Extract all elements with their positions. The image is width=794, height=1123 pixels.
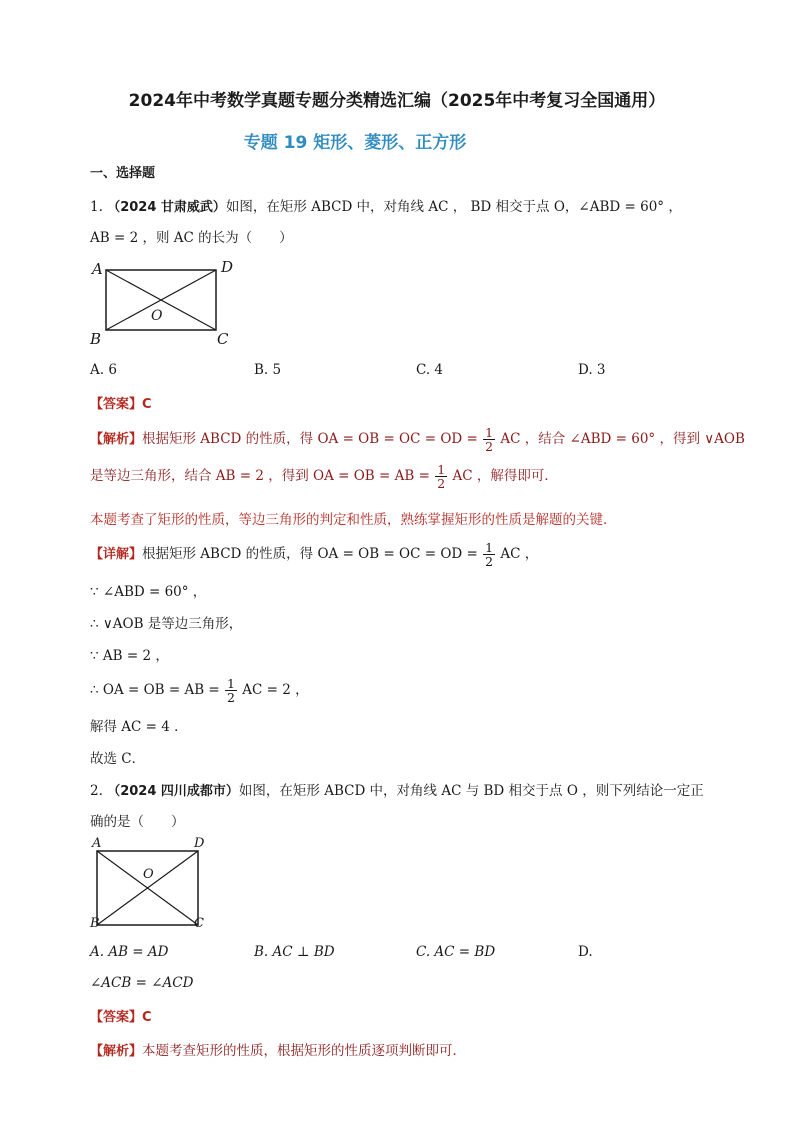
q1-analysis-line1 bbox=[90, 426, 745, 453]
q1-detail-text-b: AC ， bbox=[500, 546, 539, 562]
q2-label-c: C bbox=[194, 916, 204, 931]
q2-answer-label: 【答案】 bbox=[90, 1010, 143, 1025]
q2-option-b[interactable]: B. AC ⊥ BD bbox=[254, 944, 335, 960]
q1-detail-fraction bbox=[483, 541, 495, 568]
q1-label-b: B bbox=[90, 330, 102, 348]
q1-analysis-fraction2 bbox=[435, 463, 447, 490]
q2-label-a: A bbox=[92, 836, 102, 851]
q2-answer bbox=[90, 1006, 152, 1025]
fraction-denominator: 2 bbox=[485, 554, 494, 569]
q2-label-b: B bbox=[90, 916, 100, 931]
q2-analysis-text: 本题考查矩形的性质，根据矩形的性质逐项判断即可． bbox=[142, 1043, 467, 1059]
q1-analysis-text-c: 是等边三角形，结合 AB = 2 ，得到 OA = OB = AB = bbox=[90, 468, 430, 484]
document-title: 2024年中考数学真题专题分类精选汇编（2025年中考复习全国通用） bbox=[128, 91, 666, 111]
q1-step5: 解得 AC = 4 ． bbox=[90, 719, 188, 735]
q1-detail-text-a: 根据矩形 ABCD 的性质，得 OA = OB = OC = OD = bbox=[142, 546, 478, 562]
q1-option-d[interactable]: D. 3 bbox=[578, 362, 606, 378]
q1-analysis-line2 bbox=[90, 463, 558, 490]
q1-step4-fraction bbox=[225, 677, 237, 704]
q1-analysis-text-a: 根据矩形 ABCD 的性质，得 OA = OB = OC = OD = bbox=[142, 431, 478, 447]
q1-option-b[interactable]: B. 5 bbox=[254, 362, 282, 378]
q1-stem-line1 bbox=[90, 195, 682, 215]
fraction-denominator: 2 bbox=[227, 690, 235, 705]
q2-option-d-text[interactable]: ∠ACB = ∠ACD bbox=[90, 975, 194, 991]
q1-analysis-text-d: AC ，解得即可． bbox=[452, 468, 558, 484]
q2-option-a[interactable]: A. AB = AD bbox=[90, 944, 169, 960]
q1-answer-label: 【答案】 bbox=[90, 397, 143, 412]
q2-stem-line1 bbox=[90, 779, 704, 799]
q1-option-a[interactable]: A. 6 bbox=[90, 362, 117, 378]
q2-stem-line2: 确的是（ ） bbox=[90, 814, 185, 830]
q2-option-c[interactable]: C. AC = BD bbox=[416, 944, 496, 960]
q1-stem-text: 如图，在矩形 ABCD 中，对角线 AC ， BD 相交于点 O，∠ABD = 60° ， bbox=[225, 199, 682, 215]
fraction-denominator: 2 bbox=[437, 476, 446, 491]
q1-label-d: D bbox=[221, 258, 234, 276]
q1-analysis-fraction1 bbox=[483, 426, 495, 453]
q1-step3: ∵ AB = 2 ， bbox=[90, 648, 169, 664]
q1-source: （2024 甘肃威武） bbox=[107, 200, 226, 215]
fraction-numerator: 1 bbox=[485, 540, 494, 555]
q1-summary: 本题考查了矩形的性质，等边三角形的判定和性质，熟练掌握矩形的性质是解题的关键． bbox=[90, 512, 617, 528]
q1-detail-line1 bbox=[90, 541, 538, 568]
q2-stem-text: 如图，在矩形 ABCD 中，对角线 AC 与 BD 相交于点 O ，则下列结论一定正 bbox=[238, 783, 704, 799]
q2-answer-value: C bbox=[142, 1010, 152, 1025]
q2-rectangle-figure bbox=[88, 834, 218, 932]
q2-option-d[interactable]: D. bbox=[578, 944, 593, 960]
section-heading: 一、选择题 bbox=[90, 166, 156, 181]
q1-step6: 故选 C． bbox=[90, 751, 146, 767]
fraction-numerator: 1 bbox=[485, 425, 494, 440]
q1-answer bbox=[90, 393, 152, 412]
fraction-denominator: 2 bbox=[485, 439, 494, 454]
q1-detail-label: 【详解】 bbox=[90, 547, 143, 562]
q1-rectangle-figure bbox=[88, 256, 248, 348]
q2-label-d: D bbox=[194, 836, 205, 851]
fraction-numerator: 1 bbox=[437, 462, 446, 477]
q1-step4-text-b: AC = 2 ， bbox=[242, 682, 309, 698]
q1-analysis-text-b: AC ，结合 ∠ABD = 60° ，得到 ∨AOB bbox=[500, 431, 745, 447]
q1-label-o: O bbox=[151, 308, 163, 324]
q1-step2: ∴ ∨AOB 是等边三角形， bbox=[90, 616, 243, 632]
q2-analysis bbox=[90, 1039, 466, 1059]
q1-answer-value: C bbox=[142, 397, 152, 412]
q1-number: 1. bbox=[90, 199, 103, 215]
q1-option-c[interactable]: C. 4 bbox=[416, 362, 444, 378]
q1-label-a: A bbox=[92, 260, 103, 278]
q2-analysis-label: 【解析】 bbox=[90, 1044, 143, 1059]
q1-step4-text-a: ∴ OA = OB = AB = bbox=[90, 682, 220, 698]
q1-analysis-label: 【解析】 bbox=[90, 432, 143, 447]
q2-label-o: O bbox=[143, 867, 154, 882]
q2-number: 2. bbox=[90, 783, 103, 799]
q1-step4 bbox=[90, 677, 309, 704]
fraction-numerator: 1 bbox=[227, 676, 235, 691]
q1-stem-line2: AB = 2 ，则 AC 的长为（ ） bbox=[90, 230, 293, 246]
q1-step1: ∵ ∠ABD = 60° ， bbox=[90, 584, 207, 600]
q2-source: （2024 四川成都市） bbox=[107, 784, 239, 799]
q1-label-c: C bbox=[217, 330, 229, 348]
topic-subtitle: 专题 19 矩形、菱形、正方形 bbox=[243, 133, 467, 153]
